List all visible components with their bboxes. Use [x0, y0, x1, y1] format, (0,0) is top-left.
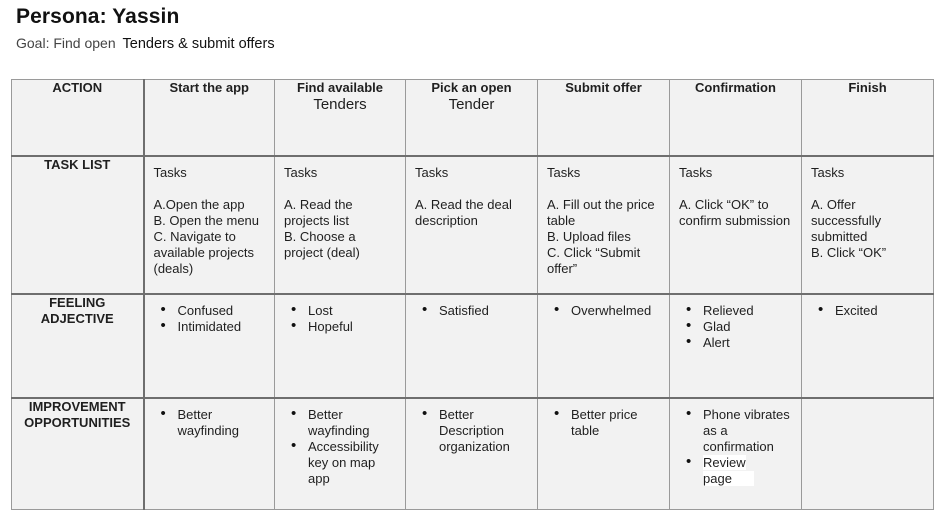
tasks-heading: Tasks: [415, 164, 449, 180]
feeling-item: • Glad: [703, 319, 793, 335]
task-item: A. Click “OK” to confirm submission: [679, 196, 791, 228]
improvement-cell: [538, 398, 670, 510]
feeling-item: • Hopeful: [308, 319, 397, 335]
improvement-cell: [275, 398, 406, 510]
improvement-item: • Better wayfinding: [308, 407, 397, 439]
improvement-item: • Better Description organization: [439, 407, 529, 455]
feeling-label-line: ADJECTIVE: [40, 310, 114, 326]
task-item: B. Choose a project (deal): [284, 228, 360, 260]
tasks-heading: Tasks: [153, 164, 187, 180]
feeling-cell: [406, 294, 538, 398]
feeling-label-line: FEELING: [49, 294, 106, 310]
action-header: ACTION: [12, 80, 144, 156]
feeling-item: • Lost: [308, 303, 397, 319]
improvement-item: • Accessibility key on map app: [308, 439, 397, 487]
journey-map-table: [11, 79, 934, 510]
task-cell: [275, 156, 406, 294]
tasks-heading: Tasks: [679, 164, 713, 180]
persona-title: Persona: Yassin: [16, 5, 180, 28]
feeling-cell: [275, 294, 406, 398]
feeling-item: • Overwhelmed: [571, 303, 661, 319]
phase-title: Confirmation: [695, 80, 776, 95]
task-item: A. Read the projects list: [284, 196, 353, 228]
feeling-item: • Confused: [178, 303, 267, 319]
goal-value: Tenders & submit offers: [122, 36, 275, 52]
phase-title: Finish: [848, 80, 887, 95]
phase-title: Submit offer: [565, 80, 642, 95]
phase-start-the-app: [144, 80, 275, 156]
tasks-heading: Tasks: [811, 164, 845, 180]
feeling-item: • Alert: [703, 335, 793, 351]
task-item: B. Open the menu: [153, 212, 260, 228]
task-item: A. Offer successfully submitted: [811, 196, 882, 244]
improvement-item: [703, 455, 793, 487]
phase-subtitle: Tender: [448, 96, 495, 113]
task-cell: [538, 156, 670, 294]
phase-finish: [802, 80, 934, 156]
improvement-item: • Phone vibrates as a confirmation: [703, 407, 793, 455]
feeling-cell: [802, 294, 934, 398]
feeling-item: • Relieved: [703, 303, 793, 319]
improvement-label-line: IMPROVEMENT: [28, 398, 126, 414]
task-list-row: [12, 156, 934, 294]
improvement-row: [12, 398, 934, 510]
phase-find-available-tenders: [275, 80, 406, 156]
improvement-item: • Better wayfinding: [178, 407, 267, 439]
task-cell: [406, 156, 538, 294]
highlighted-text: Review page: [703, 455, 754, 486]
improvement-cell: [406, 398, 538, 510]
task-list-label: TASK LIST: [12, 156, 144, 294]
improvement-cell: [670, 398, 802, 510]
task-item: B. Click “OK”: [811, 244, 887, 260]
feeling-cell: [144, 294, 275, 398]
tasks-heading: Tasks: [547, 164, 581, 180]
phase-submit-offer: [538, 80, 670, 156]
task-item: B. Upload files: [547, 228, 631, 244]
improvement-cell-empty: [802, 398, 934, 510]
phase-pick-an-open-tender: [406, 80, 538, 156]
phase-title: Find available: [297, 80, 383, 95]
phase-title: Pick an open: [431, 80, 512, 95]
feeling-label: [12, 294, 144, 398]
header-row: [12, 80, 934, 156]
phase-confirmation: [670, 80, 802, 156]
feeling-item: • Excited: [835, 303, 925, 319]
goal-label: Goal: Find open: [16, 35, 116, 51]
feeling-cell: [670, 294, 802, 398]
feeling-cell: [538, 294, 670, 398]
goal-statement: [16, 35, 275, 52]
task-cell: [144, 156, 275, 294]
task-item: A. Fill out the price table: [547, 196, 655, 228]
improvement-label-line: OPPORTUNITIES: [24, 414, 131, 430]
task-item: A.Open the app: [153, 196, 245, 212]
task-item: A. Read the deal description: [415, 196, 512, 228]
phase-title: Start the app: [169, 80, 249, 95]
improvement-cell: [144, 398, 275, 510]
tasks-heading: Tasks: [284, 164, 318, 180]
feeling-item: • Intimidated: [178, 319, 267, 335]
feeling-row: [12, 294, 934, 398]
improvement-item: • Better price table: [571, 407, 661, 439]
task-item: C. Click “Submit offer”: [547, 244, 641, 276]
improvement-label: [12, 398, 144, 510]
phase-subtitle: Tenders: [313, 96, 367, 113]
task-item: C. Navigate to available projects (deals): [153, 228, 254, 276]
task-cell: [670, 156, 802, 294]
feeling-item: • Satisfied: [439, 303, 529, 319]
task-cell: [802, 156, 934, 294]
